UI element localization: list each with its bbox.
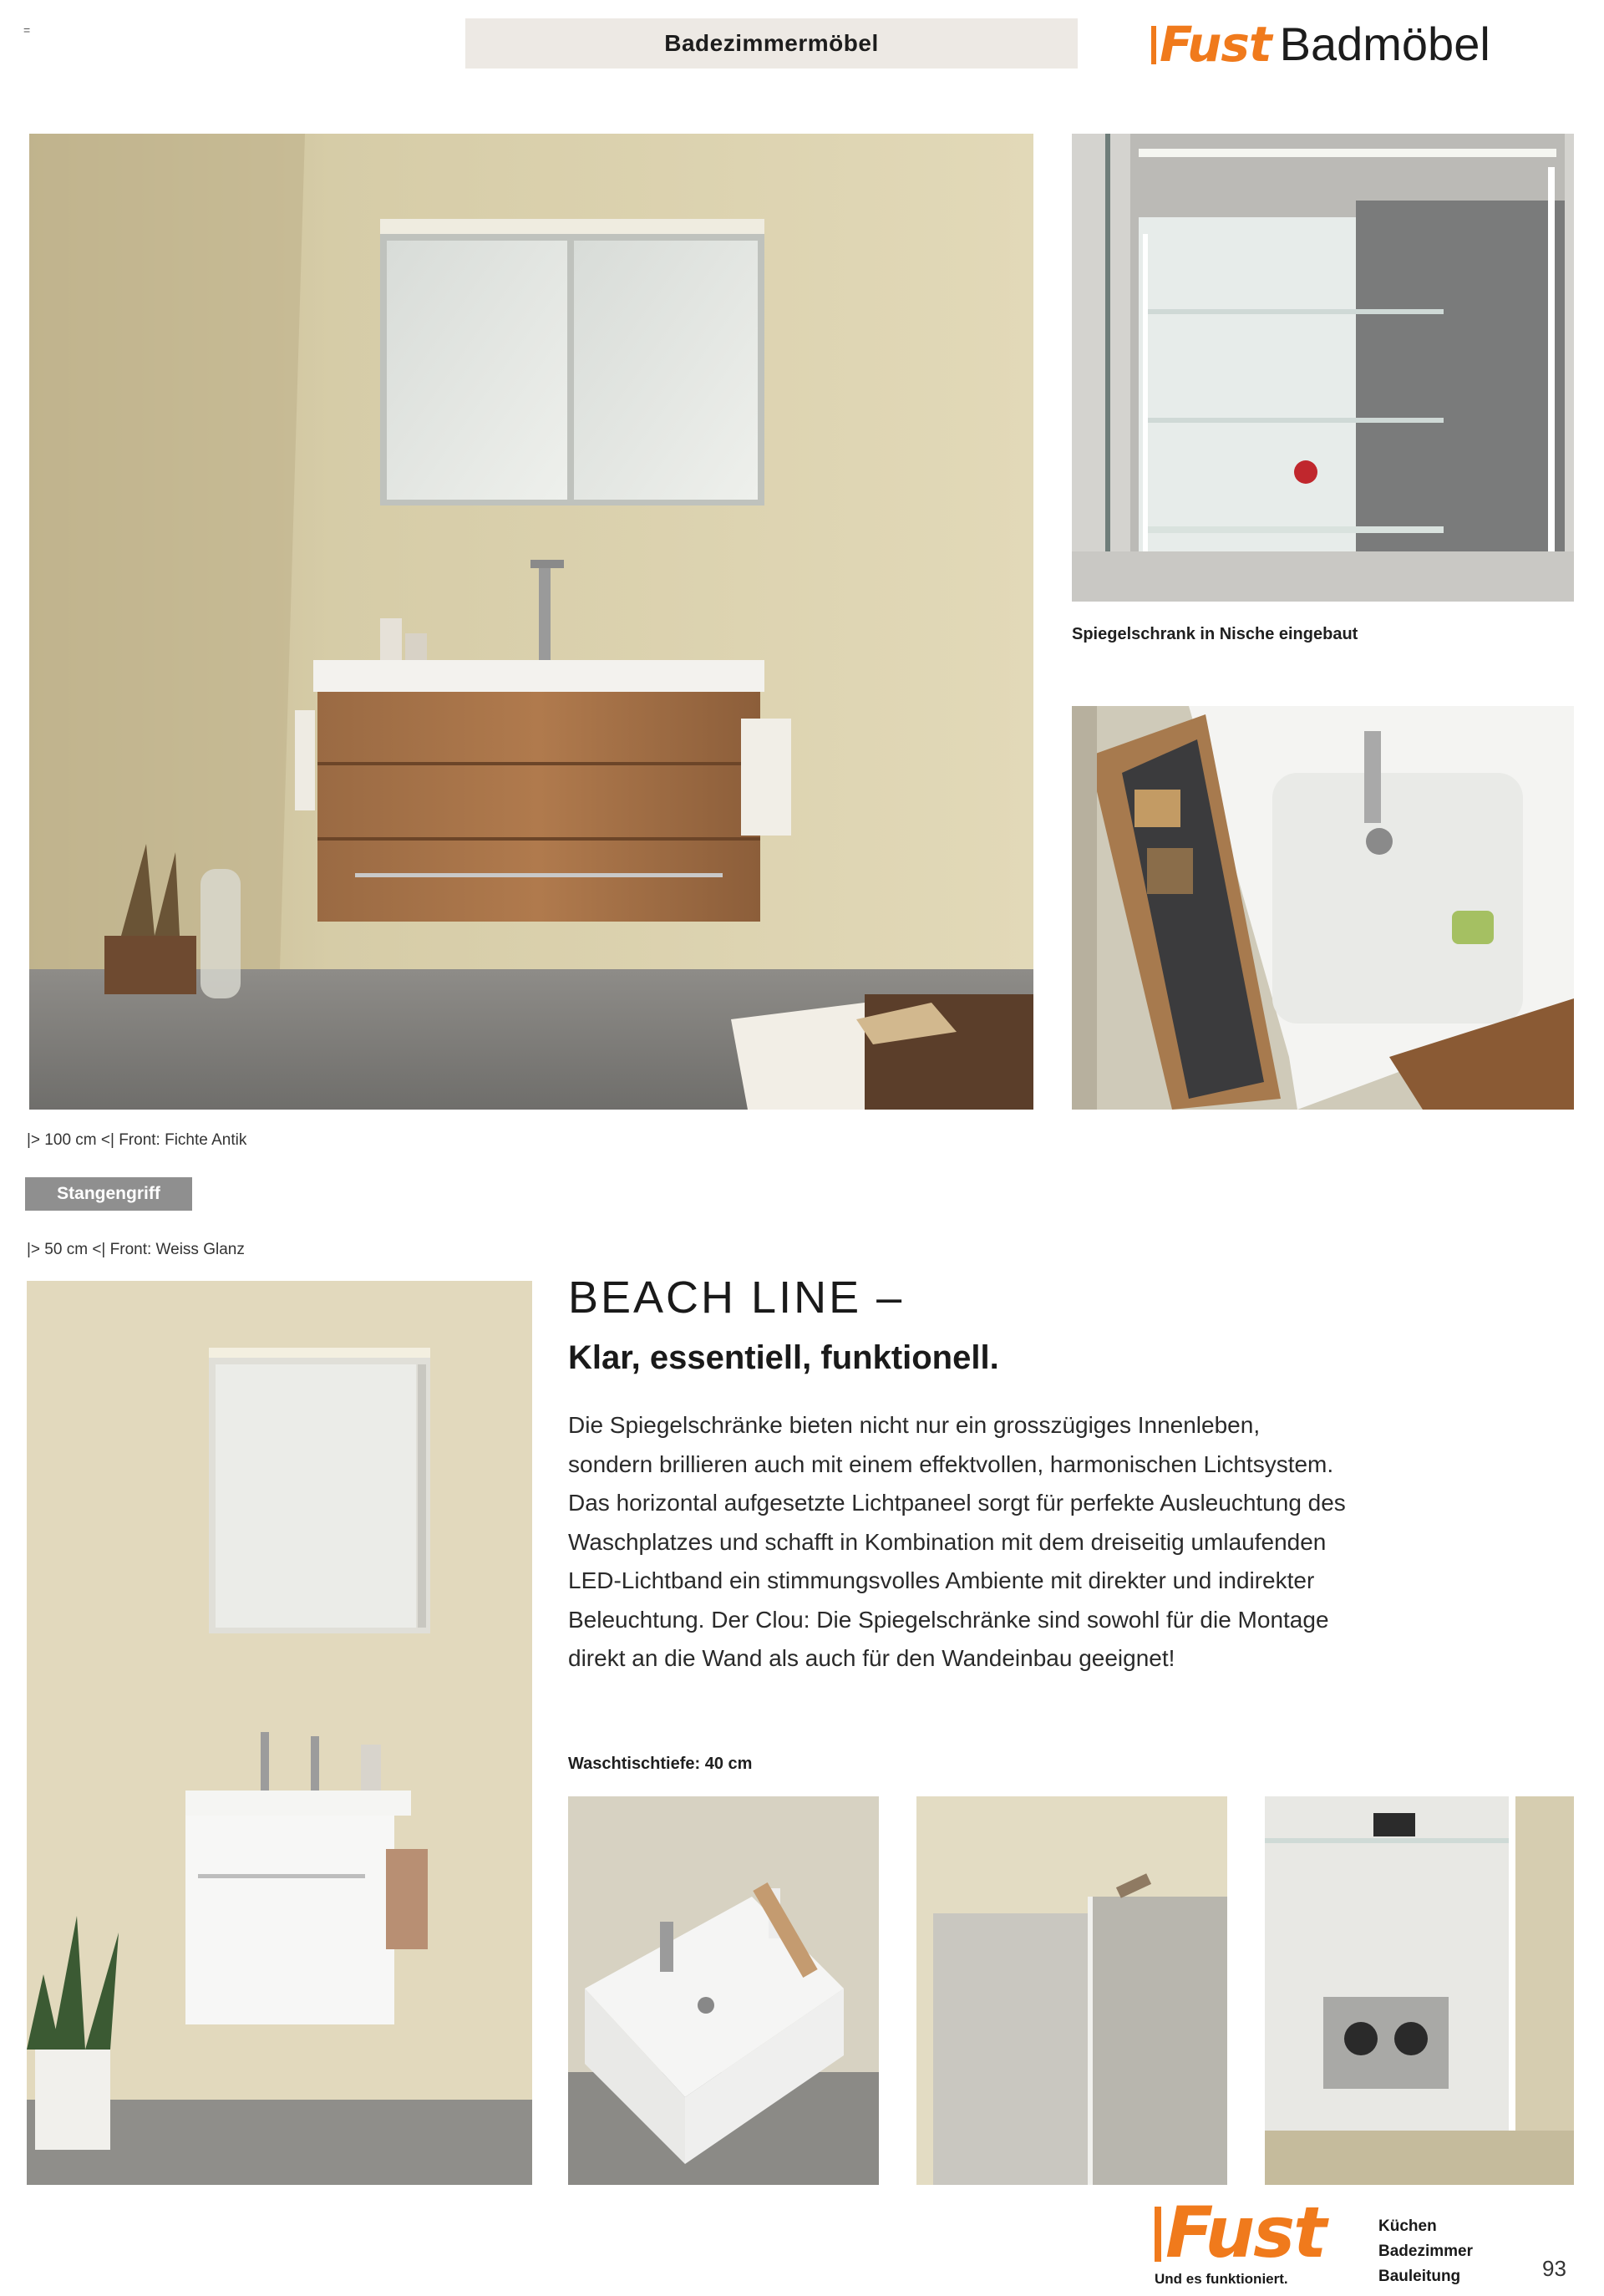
body-line: Die Spiegelschränke bieten nicht nur ein grosszügiges Innenleben, (568, 1412, 1261, 1438)
brand-header (1151, 15, 1490, 74)
article-headline: BEACH LINE – (568, 1272, 905, 1323)
photo-small-cabinet (916, 1796, 1227, 2185)
caption-basin-depth: Waschtischtiefe: 40 cm (568, 1755, 753, 1773)
category-title: Badezimmermöbel (465, 18, 1078, 69)
photo-small-socket (1265, 1796, 1574, 2185)
caption-bottom-dims: |> 50 cm <| Front: Weiss Glanz (27, 1241, 245, 1258)
handle-badge: Stangengriff (25, 1177, 192, 1211)
photo-wood-vanity (29, 134, 1033, 1110)
top-mark: = (23, 23, 31, 37)
body-line: Beleuchtung. Der Clou: Die Spiegelschränke sind sowohl für die Montage (568, 1606, 1329, 1633)
article-subline: Klar, essentiell, funktionell. (568, 1339, 999, 1376)
article-body (568, 1406, 1554, 1679)
body-line: Das horizontal aufgesetzte Lichtpaneel sorgt für perfekte Ausleuchtung des (568, 1490, 1346, 1516)
caption-mirror-niche: Spiegelschrank in Nische eingebaut (1072, 625, 1358, 643)
footer-services (1378, 2214, 1473, 2289)
photo-mirror-niche (1072, 134, 1574, 602)
caption-top-dims: |> 100 cm <| Front: Fichte Antik (27, 1131, 247, 1149)
photo-white-vanity (27, 1281, 532, 2185)
footer-brand: Fust (1165, 2192, 1326, 2273)
brand-name: Fust (1160, 16, 1272, 73)
footer-slogan: Und es funktioniert. (1155, 2271, 1288, 2287)
page-number: 93 (1542, 2256, 1566, 2281)
body-line: direkt an die Wand als auch für den Wandeinbau geeignet! (568, 1645, 1175, 1671)
body-line: Waschplatzes und schafft in Kombination mit dem dreiseitig umlaufenden (568, 1528, 1327, 1555)
body-line: sondern brillieren auch mit einem effektvollen, harmonischen Lichtsystem. (568, 1450, 1334, 1477)
photo-basin-drawer (1072, 706, 1574, 1110)
body-line: LED-Lichtband ein stimmungsvolles Ambiente mit direkter und indirekter (568, 1567, 1315, 1593)
photo-small-basin (568, 1796, 879, 2185)
service-item: Küchen (1378, 2217, 1437, 2235)
service-item: Badezimmer (1378, 2243, 1473, 2260)
service-item: Bauleitung (1378, 2268, 1461, 2285)
fust-logo (1151, 16, 1272, 73)
footer-logo (1155, 2192, 1363, 2287)
brand-suffix: Badmöbel (1279, 18, 1490, 70)
